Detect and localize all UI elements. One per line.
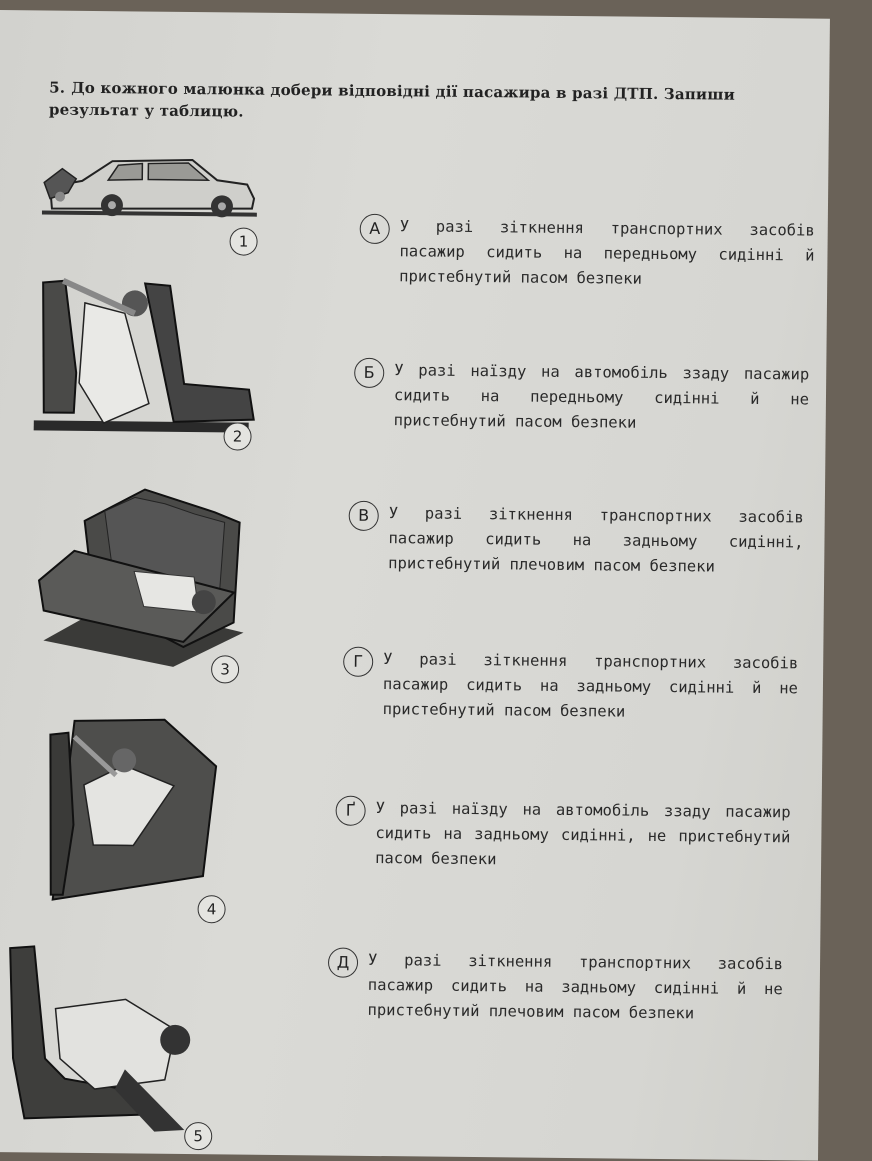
option-d [328,947,784,1023]
task-number: 5. [49,78,66,97]
option-a [360,214,815,288]
textbook-page [0,10,830,1161]
picture-number-2: 2 [223,422,251,450]
picture-number-5: 5 [184,1122,212,1150]
option-text-v: У разі зіткнення транспортних засобів пасажир сидить на задньому сидінні, пристебнутий плечовим пасом безпеки [388,504,804,576]
option-text-d: У разі зіткнення транспортних засобів пасажир сидить на задньому сидінні й не пристебнутий плечовим пасом безпеки [367,950,784,1023]
option-h [343,647,799,721]
picture-number-4: 4 [197,895,225,923]
option-text-b: У разі наїзду на автомобіль ззаду пасажир сидить на передньому сидінні й не пристебнутий пасом безпеки [393,361,810,432]
option-g [336,796,791,869]
picture-number-1: 1 [229,227,257,255]
task-text: До кожного малюнка добери відповідні дії пасажира в разі ДТП. Запиши результат у таблицю. [48,78,736,121]
task-statement [49,77,809,129]
option-text-h: У разі зіткнення транспортних засобів пасажир сидить на задньому сидінні й не пристебнутий пасом безпеки [382,650,799,721]
option-letter-d: Д [328,947,358,977]
option-b [354,358,810,432]
front-seat-passenger-belted-illustration [33,272,257,442]
option-letter-a: А [360,214,390,244]
car-collision-illustration [42,148,263,222]
option-text-g: У разі наїзду на автомобіль ззаду пасажир сидить на задньому сидінні, не пристебнутий пасом безпеки [375,798,791,869]
option-letter-g: Ґ [335,796,365,826]
rear-seat-passenger-lying-illustration [33,480,250,672]
option-letter-v: В [349,501,379,531]
option-v [349,501,804,576]
picture-number-3: 3 [211,655,239,683]
option-letter-b: Б [354,358,384,388]
option-text-a: У разі зіткнення транспортних засобів пасажир сидить на передньому сидінні й пристебнутий пасом безпеки [399,217,815,288]
option-letter-h: Г [343,647,373,677]
rear-seat-passenger-bent-illustration [4,938,206,1140]
front-seat-passenger-unbelted-illustration [43,715,220,907]
